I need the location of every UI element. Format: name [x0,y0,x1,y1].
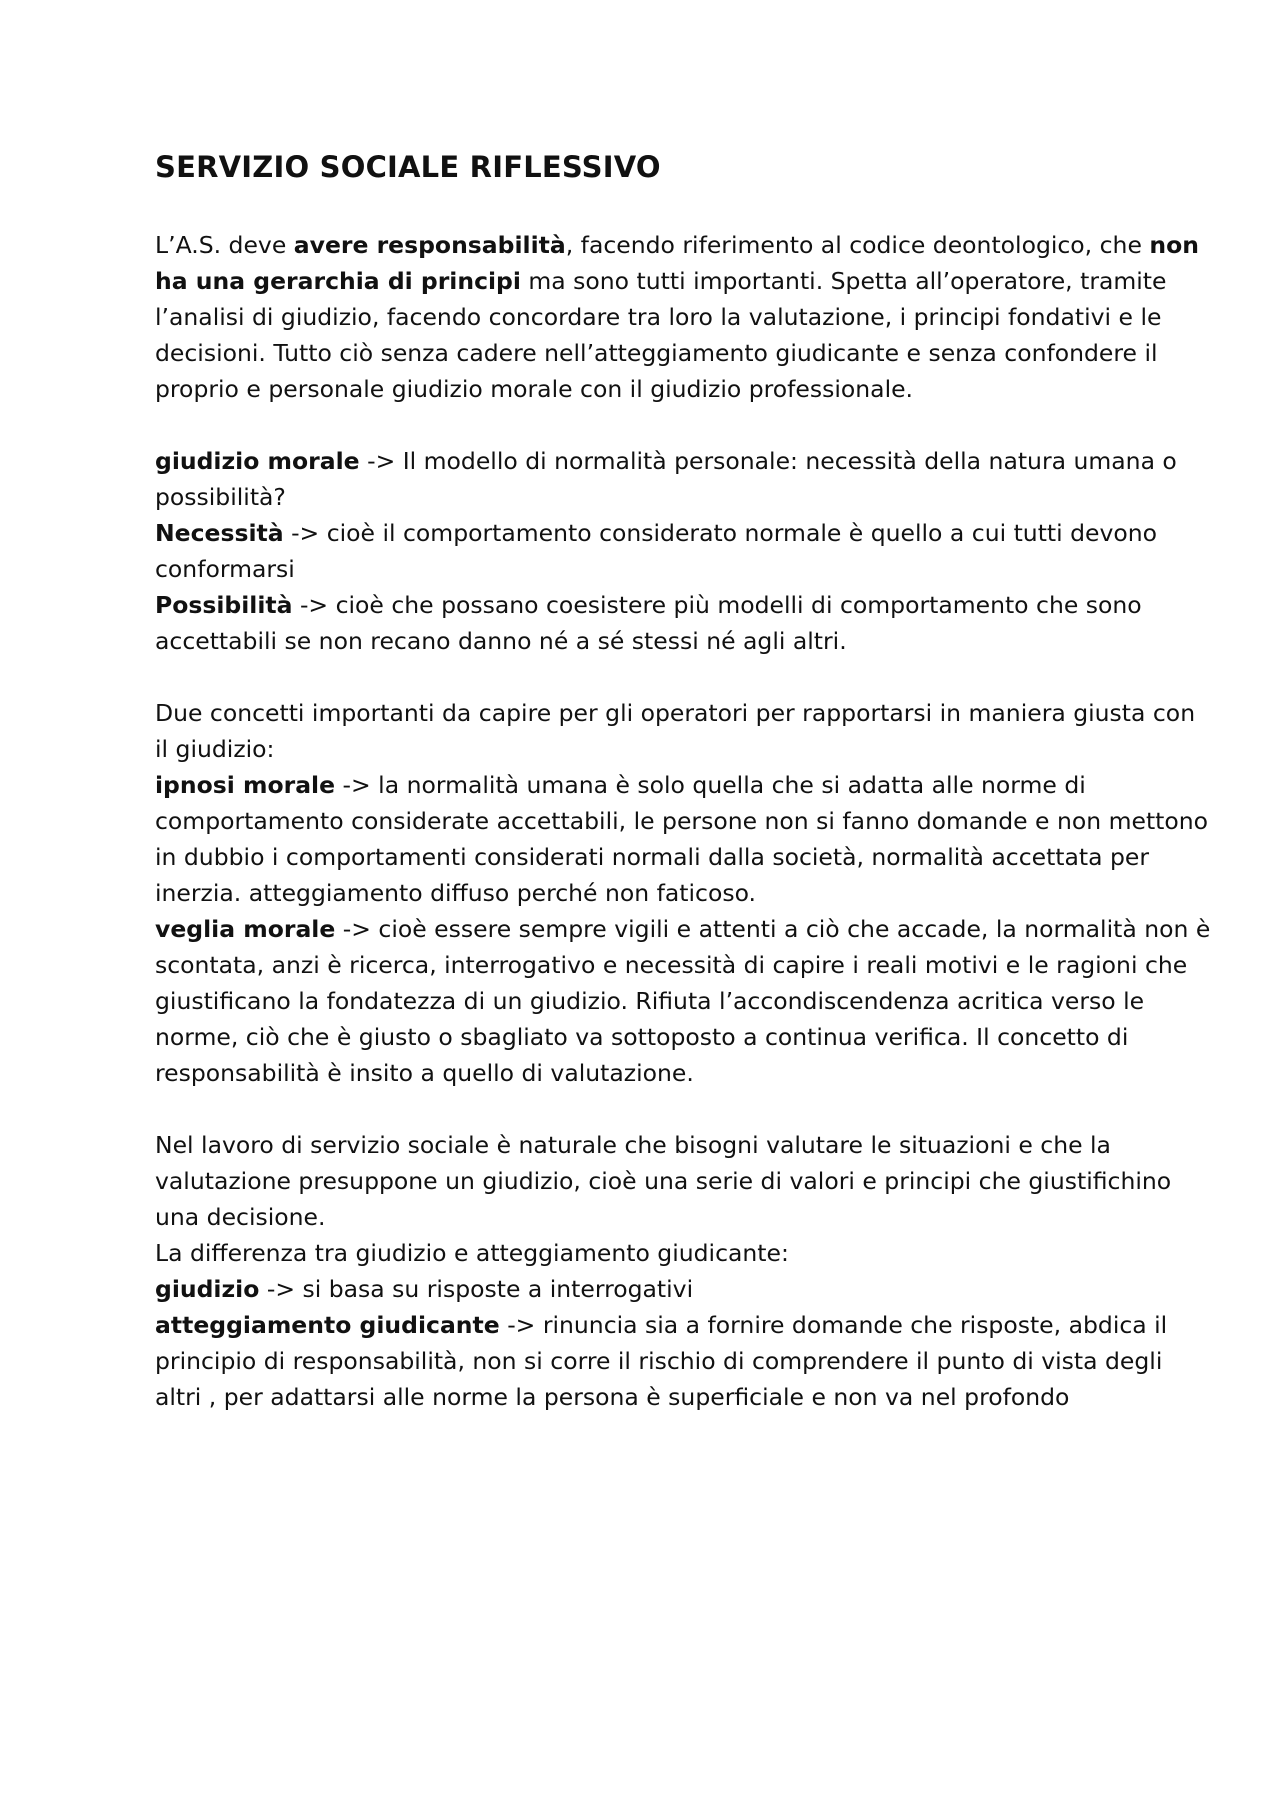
definition-text: -> cioè il comportamento considerato normale è quello a cui tutti devono conformarsi [155,518,1158,583]
definition-ipnosi-morale [155,767,1215,911]
definition-possibilita [155,587,1215,659]
definition-text: -> la normalità umana è solo quella che si adatta alle norme di comportamento considerate accettabili, le persone non si fanno domande e non mettono in dubbio i comportamenti considerati normali dalla società, normalità accettata per inerzia. atteggiamento diffuso perché non faticoso. [155,770,1209,907]
text-segment: L’A.S. deve [155,230,294,259]
page-title: SERVIZIO SOCIALE RIFLESSIVO [155,150,661,184]
bold-term: veglia morale [155,914,336,943]
paragraph-intro: Nel lavoro di servizio sociale è naturale che bisogni valutare le situazioni e che la valutazione presuppone un giudizio, cioè una serie di valori e principi che giustifichino una decisione. [155,1130,1172,1231]
definition-atteggiamento-giudicante [155,1307,1215,1415]
definition-veglia-morale [155,911,1215,1091]
definition-text: -> Il modello di normalità personale: necessità della natura umana o possibilità? [155,446,1177,511]
paragraph-two-concepts [155,695,1215,1091]
bold-term: non ha una gerarchia di principi [155,230,1199,295]
definition-text: -> si basa su risposte a interrogativi [259,1274,694,1303]
bold-term: giudizio [155,1274,260,1303]
text-segment: , facendo riferimento al codice deontologico, che [565,230,1150,259]
definition-giudizio-morale [155,443,1215,515]
bold-term: Necessità [155,518,284,547]
definition-text: -> cioè essere sempre vigili e attenti a ciò che accade, la normalità non è scontata, anzi è ricerca, interrogativo e necessità di capire i reali motivi e le ragioni che giustificano la fondatezza di un giudizio. Rifiuta l’accondiscendenza acritica verso le norme, ciò che è giusto o sbagliato va sottoposto a continua verifica. Il concetto di responsabilità è insito a quello di valutazione. [155,914,1211,1087]
bold-term: giudizio morale [155,446,360,475]
definition-necessita [155,515,1215,587]
paragraph-moral-judgment [155,443,1215,659]
paragraph-intro: Due concetti importanti da capire per gli operatori per rapportarsi in maniera giusta con il giudizio: [155,698,1196,763]
paragraph-subheading: La differenza tra giudizio e atteggiamento giudicante: [155,1238,789,1267]
bold-term: ipnosi morale [155,770,336,799]
paragraph-responsibility [155,227,1215,407]
bold-term: Possibilità [155,590,293,619]
definition-text: -> cioè che possano coesistere più modelli di comportamento che sono accettabili se non recano danno né a sé stessi né agli altri. [155,590,1142,655]
bold-term: atteggiamento giudicante [155,1310,500,1339]
bold-term: avere responsabilità [293,230,566,259]
text-segment: ma sono tutti importanti. Spetta all’operatore, tramite l’analisi di giudizio, facendo concordare tra loro la valutazione, i principi fondativi e le decisioni. Tutto ciò senza cadere nell’atteggiamento giudicante e senza confondere il proprio e personale giudizio morale con il giudizio professionale. [155,266,1167,403]
definition-giudizio [155,1271,1215,1307]
document-page [155,150,1215,1451]
paragraph-evaluation [155,1127,1215,1415]
definition-text: -> rinuncia sia a fornire domande che risposte, abdica il principio di responsabilità, non si corre il rischio di comprendere il punto di vista degli altri , per adattarsi alle norme la persona è superficiale e non va nel profondo [155,1310,1168,1411]
